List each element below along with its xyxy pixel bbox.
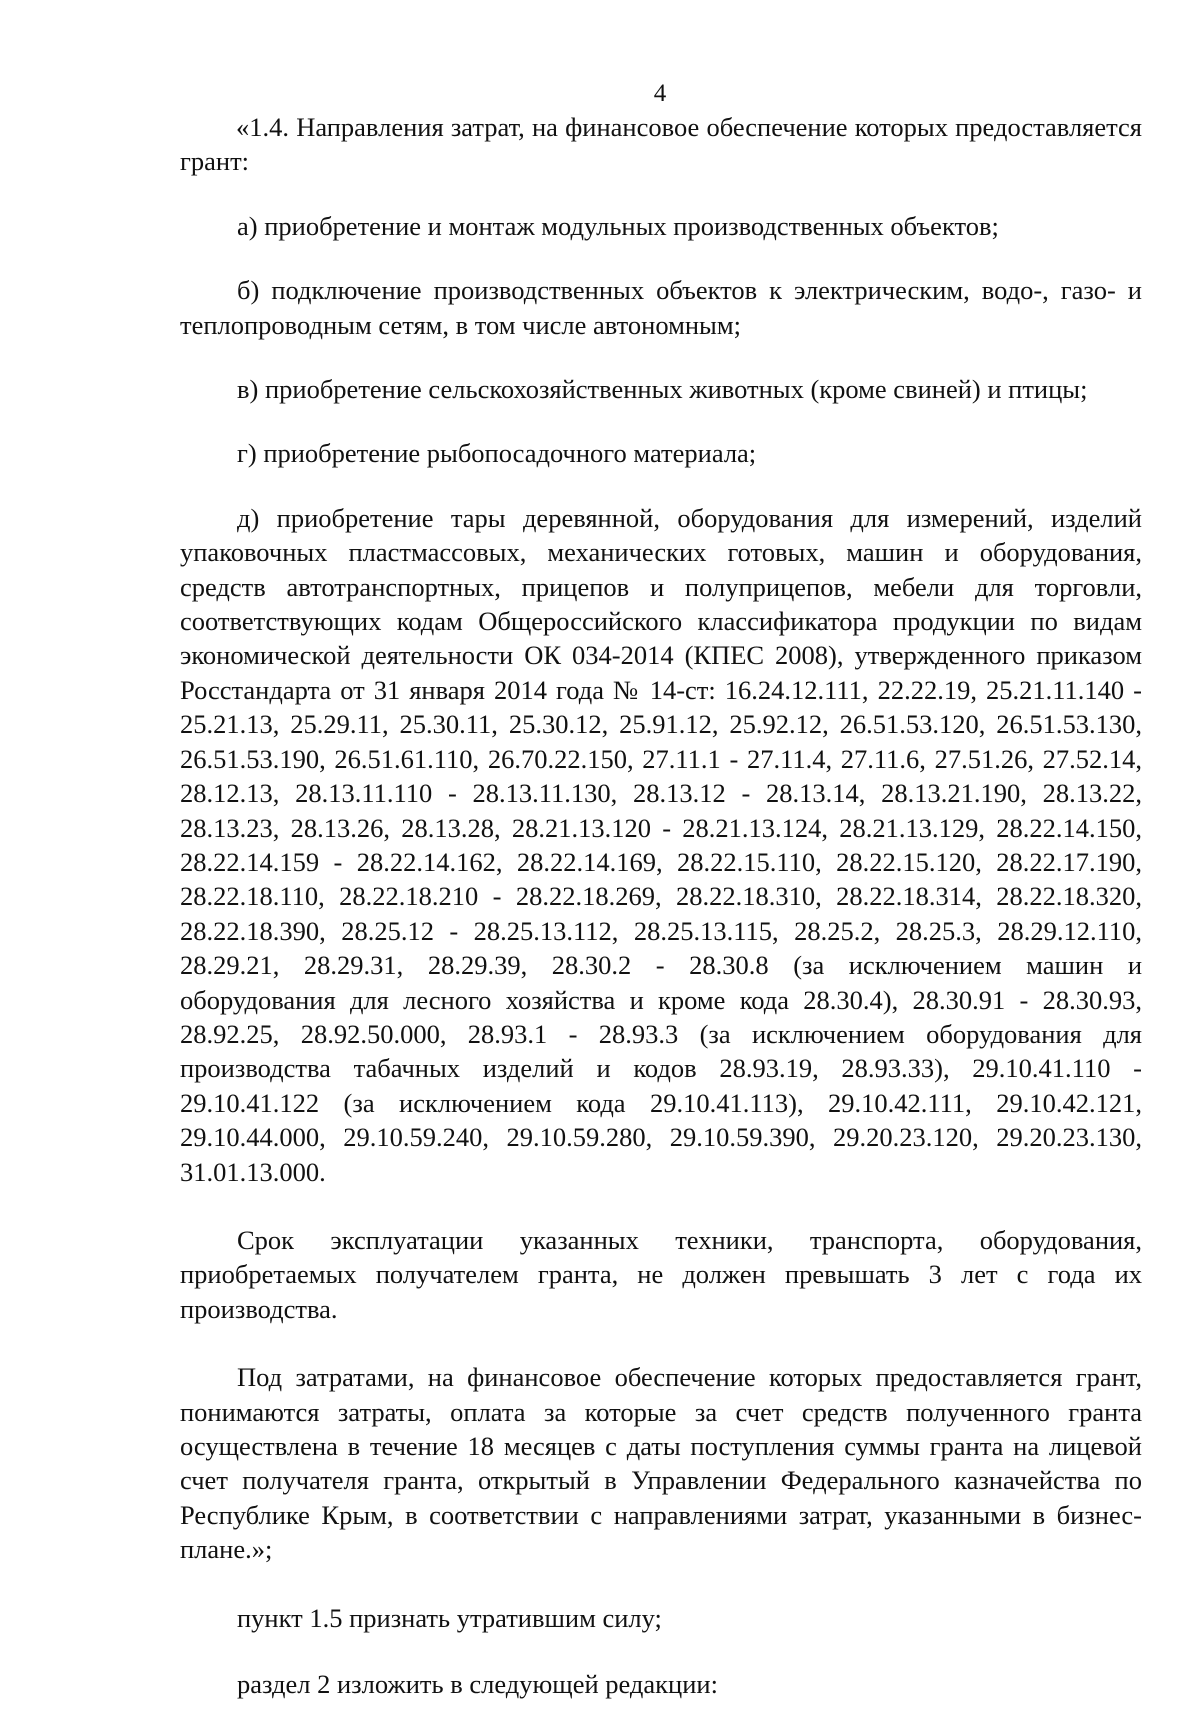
paragraph-item-v: в) приобретение сельскохозяйственных животных (кроме свиней) и птицы; [237,374,1088,405]
paragraph-service-life: Срок эксплуатации указанных техники, транспорта, оборудования, приобретаемых получателем гранта, не должен превышать 3 лет с года их производства. [180,1224,1142,1324]
page-number: 4 [653,80,667,107]
paragraph-item-a: а) приобретение и монтаж модульных производственных объектов; [237,210,999,241]
document-body [180,110,1142,1733]
paragraph-item-d: д) приобретение тары деревянной, оборудования для измерений, изделий упаковочных пластмассовых, механических готовых, машин и оборудования, средств автотранспортных, прицепов и полуприцепов, мебели для торговли, соответствующих кодам Общероссийского классификатора продукции по видам экономической деятельности ОК 034-2014 (КПЕС 2008), утвержденного приказом Росстандарта от 31 января 2014 года № 14-ст: 16.24.12.111, 22.22.19, 25.21.11.140 - 25.21.13, 25.29.11, 25.30.11, 25.30.12, 25.91.12, 25.92.12, 26.51.53.120, 26.51.53.130, 26.51.53.190, 26.51.61.110, 26.70.22.150, 27.11.1 - 27.11.4, 27.11.6, 27.51.26, 27.52.14, 28.12.13, 28.13.11.110 - 28.13.11.130, 28.13.12 - 28.13.14, 28.13.21.190, 28.13.22, 28.13.23, 28.13.26, 28.13.28, 28.21.13.120 - 28.21.13.124, 28.21.13.129, 28.22.14.150, 28.22.14.159 - 28.22.14.162, 28.22.14.169, 28.22.15.110, 28.22.15.120, 28.22.17.190, 28.22.18.110, 28.22.18.210 - 28.22.18.269, 28.22.18.310, 28.22.18.314, 28.22.18.320, 28.22.18.390, 28.25.12 - 28.25.13.112, 28.25.13.115, 28.25.2, 28.25.3, 28.29.12.110, 28.29.21, 28.29.31, 28.29.39, 28.30.2 - 28.30.8 (за исключением машин и оборудования для лесного хозяйства и кроме кода 28.30.4), 28.30.91 - 28.30.93, 28.92.25, 28.92.50.000, 28.93.1 - 28.93.3 (за исключением оборудования для производства табачных изделий и кодов 28.93.19, 28.93.33), 29.10.41.110 - 29.10.41.122 (за исключением кода 29.10.41.113), 29.10.42.111, 29.10.42.121, 29.10.44.000, 29.10.59.240, 29.10.59.280, 29.10.59.390, 29.20.23.120, 29.20.23.130, 31.01.13.000. [180,502,1142,1187]
paragraph-item-b: б) подключение производственных объектов к электрическим, водо-, газо- и теплопроводным сетям, в том числе автономным; [180,275,1142,340]
paragraph-1-4: «1.4. Направления затрат, на финансовое обеспечение которых предоставляется грант: [180,112,1142,177]
paragraph-cost-definition: Под затратами, на финансовое обеспечение которых предоставляется грант, понимаются затраты, оплата за которые за счет средств полученного гранта осуществлена в течение 18 месяцев с даты поступления суммы гранта на лицевой счет получателя гранта, открытый в Управлении Федерального казначейства по Республике Крым, в соответствии с направлениями затрат, указанными в бизнес-плане.»; [180,1362,1142,1565]
paragraph-clause-1-5: пункт 1.5 признать утратившим силу; [237,1602,662,1633]
paragraph-section-2: раздел 2 изложить в следующей редакции: [237,1669,718,1700]
paragraph-item-g: г) приобретение рыбопосадочного материала; [237,438,757,469]
